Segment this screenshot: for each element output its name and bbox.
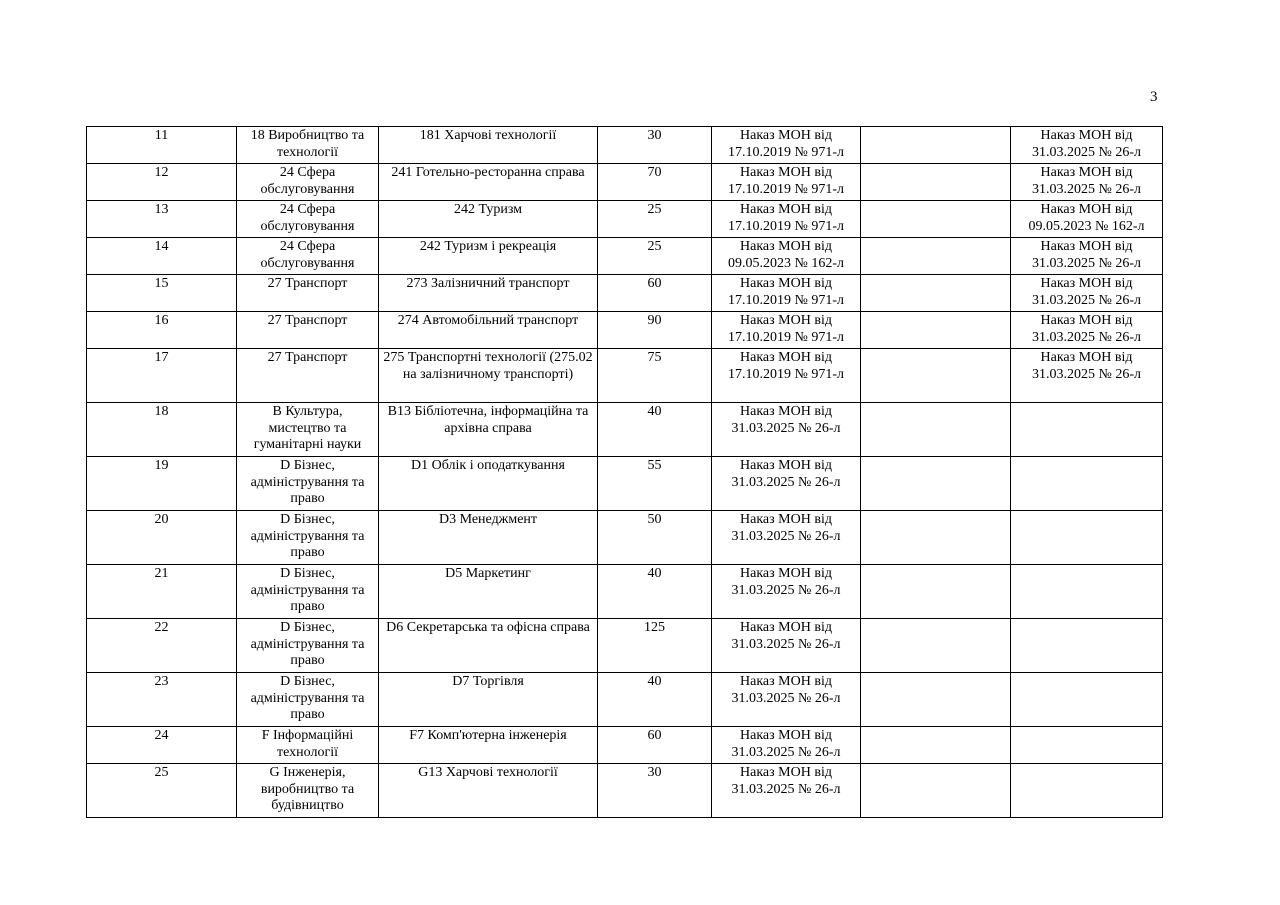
license-cell: Наказ МОН від 09.05.2023 № 162-л <box>712 238 861 275</box>
count-cell: 30 <box>598 764 712 818</box>
license-cell: Наказ МОН від 17.10.2019 № 971-л <box>712 275 861 312</box>
count-cell: 75 <box>598 349 712 403</box>
specialty-cell: G13 Харчові технології <box>379 764 598 818</box>
license-cell: Наказ МОН від 17.10.2019 № 971-л <box>712 201 861 238</box>
specialty-cell: D5 Маркетинг <box>379 565 598 619</box>
accreditation-cell <box>1011 457 1163 511</box>
field-cell: D Бізнес, адміністрування та право <box>237 457 379 511</box>
specialty-cell: 274 Автомобільний транспорт <box>379 312 598 349</box>
field-cell: F Інформаційні технології <box>237 727 379 764</box>
table-row <box>87 201 1163 238</box>
specialty-cell: D6 Секретарська та офісна справа <box>379 619 598 673</box>
specialty-cell: D7 Торгівля <box>379 673 598 727</box>
field-cell: 18 Виробництво та технології <box>237 127 379 164</box>
table-row <box>87 565 1163 619</box>
row-number-cell: 16 <box>87 312 237 349</box>
table-row <box>87 403 1163 457</box>
row-number-cell: 11 <box>87 127 237 164</box>
empty-cell <box>861 164 1011 201</box>
license-cell: Наказ МОН від 31.03.2025 № 26-л <box>712 673 861 727</box>
accreditation-cell <box>1011 764 1163 818</box>
table-row <box>87 164 1163 201</box>
empty-cell <box>861 275 1011 312</box>
row-number-cell: 22 <box>87 619 237 673</box>
table-row <box>87 511 1163 565</box>
accreditation-cell: Наказ МОН від 31.03.2025 № 26-л <box>1011 238 1163 275</box>
table-row <box>87 275 1163 312</box>
field-cell: D Бізнес, адміністрування та право <box>237 565 379 619</box>
field-cell: 24 Сфера обслуговування <box>237 201 379 238</box>
row-number-cell: 24 <box>87 727 237 764</box>
field-cell: 27 Транспорт <box>237 349 379 403</box>
table-row <box>87 764 1163 818</box>
specialty-cell: D3 Менеджмент <box>379 511 598 565</box>
license-cell: Наказ МОН від 17.10.2019 № 971-л <box>712 164 861 201</box>
specialty-cell: D1 Облік і оподаткування <box>379 457 598 511</box>
field-cell: D Бізнес, адміністрування та право <box>237 619 379 673</box>
count-cell: 25 <box>598 238 712 275</box>
specialty-cell: 181 Харчові технології <box>379 127 598 164</box>
table-row <box>87 727 1163 764</box>
field-cell: 24 Сфера обслуговування <box>237 164 379 201</box>
empty-cell <box>861 511 1011 565</box>
table-row <box>87 238 1163 275</box>
empty-cell <box>861 238 1011 275</box>
field-cell: 27 Транспорт <box>237 312 379 349</box>
specialty-cell: 241 Готельно-ресторанна справа <box>379 164 598 201</box>
count-cell: 60 <box>598 727 712 764</box>
table-row <box>87 349 1163 403</box>
table-body <box>87 127 1163 818</box>
count-cell: 70 <box>598 164 712 201</box>
table-row <box>87 619 1163 673</box>
count-cell: 30 <box>598 127 712 164</box>
field-cell: D Бізнес, адміністрування та право <box>237 673 379 727</box>
field-cell: 27 Транспорт <box>237 275 379 312</box>
licensing-table <box>86 126 1163 818</box>
specialty-cell: 242 Туризм і рекреація <box>379 238 598 275</box>
table-row <box>87 457 1163 511</box>
license-cell: Наказ МОН від 17.10.2019 № 971-л <box>712 312 861 349</box>
field-cell: D Бізнес, адміністрування та право <box>237 511 379 565</box>
accreditation-cell <box>1011 403 1163 457</box>
row-number-cell: 15 <box>87 275 237 312</box>
row-number-cell: 14 <box>87 238 237 275</box>
license-cell: Наказ МОН від 17.10.2019 № 971-л <box>712 127 861 164</box>
accreditation-cell <box>1011 511 1163 565</box>
accreditation-cell: Наказ МОН від 31.03.2025 № 26-л <box>1011 312 1163 349</box>
count-cell: 50 <box>598 511 712 565</box>
empty-cell <box>861 201 1011 238</box>
accreditation-cell: Наказ МОН від 31.03.2025 № 26-л <box>1011 127 1163 164</box>
count-cell: 90 <box>598 312 712 349</box>
row-number-cell: 17 <box>87 349 237 403</box>
license-cell: Наказ МОН від 31.03.2025 № 26-л <box>712 457 861 511</box>
row-number-cell: 18 <box>87 403 237 457</box>
empty-cell <box>861 764 1011 818</box>
license-cell: Наказ МОН від 31.03.2025 № 26-л <box>712 403 861 457</box>
empty-cell <box>861 619 1011 673</box>
specialty-cell: B13 Бібліотечна, інформаційна та архівна справа <box>379 403 598 457</box>
field-cell: G Інженерія, виробництво та будівництво <box>237 764 379 818</box>
row-number-cell: 20 <box>87 511 237 565</box>
accreditation-cell: Наказ МОН від 09.05.2023 № 162-л <box>1011 201 1163 238</box>
accreditation-cell <box>1011 673 1163 727</box>
accreditation-cell <box>1011 565 1163 619</box>
row-number-cell: 12 <box>87 164 237 201</box>
count-cell: 40 <box>598 673 712 727</box>
count-cell: 40 <box>598 403 712 457</box>
field-cell: B Культура, мистецтво та гуманітарні науки <box>237 403 379 457</box>
license-cell: Наказ МОН від 31.03.2025 № 26-л <box>712 727 861 764</box>
empty-cell <box>861 673 1011 727</box>
field-cell: 24 Сфера обслуговування <box>237 238 379 275</box>
row-number-cell: 19 <box>87 457 237 511</box>
table-row <box>87 312 1163 349</box>
table-row <box>87 127 1163 164</box>
row-number-cell: 21 <box>87 565 237 619</box>
empty-cell <box>861 127 1011 164</box>
accreditation-cell <box>1011 619 1163 673</box>
row-number-cell: 13 <box>87 201 237 238</box>
license-cell: Наказ МОН від 31.03.2025 № 26-л <box>712 764 861 818</box>
page-number: 3 <box>1150 89 1158 105</box>
license-cell: Наказ МОН від 17.10.2019 № 971-л <box>712 349 861 403</box>
table-row <box>87 673 1163 727</box>
accreditation-cell: Наказ МОН від 31.03.2025 № 26-л <box>1011 349 1163 403</box>
row-number-cell: 25 <box>87 764 237 818</box>
specialty-cell: 242 Туризм <box>379 201 598 238</box>
count-cell: 40 <box>598 565 712 619</box>
empty-cell <box>861 727 1011 764</box>
license-cell: Наказ МОН від 31.03.2025 № 26-л <box>712 619 861 673</box>
count-cell: 25 <box>598 201 712 238</box>
empty-cell <box>861 565 1011 619</box>
empty-cell <box>861 349 1011 403</box>
count-cell: 125 <box>598 619 712 673</box>
empty-cell <box>861 403 1011 457</box>
accreditation-cell: Наказ МОН від 31.03.2025 № 26-л <box>1011 164 1163 201</box>
empty-cell <box>861 457 1011 511</box>
license-cell: Наказ МОН від 31.03.2025 № 26-л <box>712 565 861 619</box>
specialty-cell: 275 Транспортні технології (275.02 на залізничному транспорті) <box>379 349 598 403</box>
empty-cell <box>861 312 1011 349</box>
accreditation-cell: Наказ МОН від 31.03.2025 № 26-л <box>1011 275 1163 312</box>
license-cell: Наказ МОН від 31.03.2025 № 26-л <box>712 511 861 565</box>
row-number-cell: 23 <box>87 673 237 727</box>
specialty-cell: F7 Комп'ютерна інженерія <box>379 727 598 764</box>
specialty-cell: 273 Залізничний транспорт <box>379 275 598 312</box>
count-cell: 60 <box>598 275 712 312</box>
accreditation-cell <box>1011 727 1163 764</box>
count-cell: 55 <box>598 457 712 511</box>
